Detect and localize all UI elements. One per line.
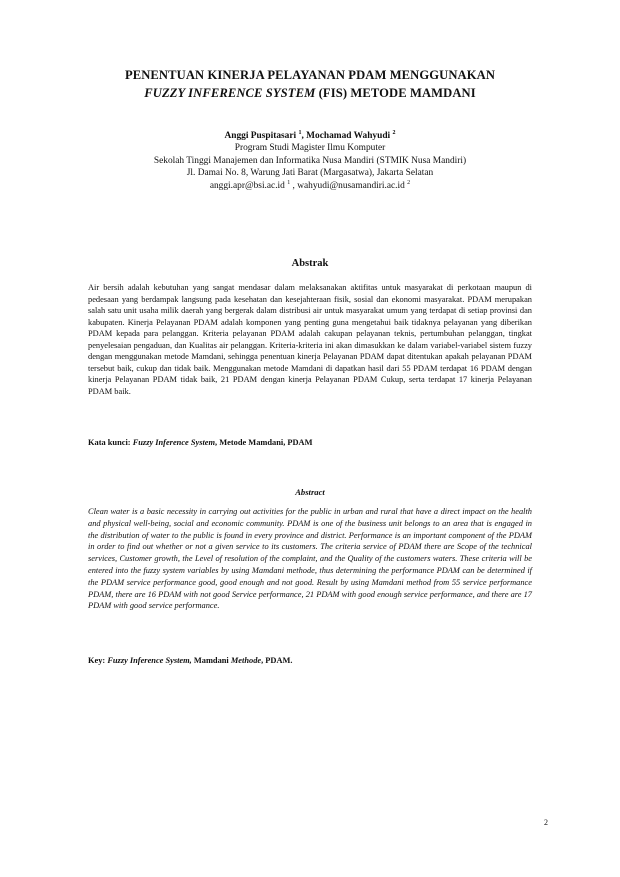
page-number: 2 — [544, 818, 548, 827]
abstract-heading: Abstract — [295, 487, 325, 497]
abstrak-heading: Abstrak — [291, 258, 329, 269]
abstract-body: Clean water is a basic necessity in carrying out activities for the public in urban and rural that have a direct impact on the health and physical well-being, social and economic community. PDAM is one of the business unit belongs to an area that is engaged in the distribution of water to the public is found in every province and district. Performance is an important component of the PDAM in order to find out whether or not a given service to its customers. The criteria service of PDAM there are Scope of the technical services, Customer growth, the Level of resolution of the complaint, and the Quality of the customers waters. These criteria will be entered into the fuzzy system variables by using Mamdani methode, thus determining the performance PDAM can be determined if the PDAM service performance good, good enough and not good. Result by using Mamdani method from 55 service performance PDAM, there are 16 PDAM with not good Service performance, 21 PDAM with good enough service performance, and there are 17 PDAM with good service performance. — [88, 507, 532, 611]
title-rest-part: (FIS) METODE MAMDANI — [315, 86, 476, 100]
email-1-affil: 1 — [287, 179, 291, 186]
keywords-italic: Fuzzy Inference System, — [107, 656, 192, 665]
email-2: wahyudi@nusamandiri.ac.id — [297, 180, 405, 191]
keywords — [88, 655, 532, 666]
keywords-rest: , PDAM. — [261, 656, 293, 665]
title-line-1: PENENTUAN KINERJA PELAYANAN PDAM MENGGUNAKAN — [124, 68, 496, 82]
title-line-2 — [60, 84, 560, 102]
author-2-affil: 2 — [392, 129, 396, 136]
kata-kunci — [88, 437, 532, 448]
author-1-affil: 1 — [298, 129, 302, 136]
kata-kunci-italic: Fuzzy Inference System — [132, 438, 216, 447]
author-separator: , — [301, 131, 307, 141]
email-1: anggi.apr@bsi.ac.id — [209, 180, 285, 191]
keywords-mid: Mamdani — [191, 656, 231, 665]
author-program: Program Studi Magister Ilmu Komputer — [234, 143, 386, 154]
author-emails — [100, 180, 520, 192]
email-2-affil: 2 — [407, 179, 411, 186]
keywords-italic-2: Methode — [230, 656, 262, 665]
abstrak-body: Air bersih adalah kebutuhan yang sangat mendasar dalam melaksanakan aktifitas untuk masyarakat di perkotaan maupun di pedesaan yang berdampak langsung pada kesehatan dan kesejahteraan fisik, sosial dan ekonomi masyarakat. PDAM merupakan salah satu unit usaha milik daerah yang bergerak dalam distribusi air untuk masyarakat umum yang terdapat di setiap provinsi dan kabupaten. Kinerja Pelayanan PDAM adalah komponen yang penting guna mengetahui baik tidaknya pelayanan yang diberikan PDAM kepada para pelanggan. Kriteria pelayanan PDAM adalah cakupan pelayanan teknis, pertumbuhan pelanggan, tingkat penyelesaian pengaduan, dan Kualitas air pelanggan. Kriteria-kriteria ini akan dimasukkan ke dalam variabel-variabel sistem fuzzy dengan menggunakan metode Mamdani, sehingga penentuan kinerja Pelayanan PDAM dapat ditentukan apakah pelayanan PDAM tersebut baik, cukup dan tidak baik. Menggunakan metode Mamdani di dapatkan hasil dari 55 PDAM terdapat 16 PDAM dengan kinerja Pelayanan PDAM tidak baik, 21 PDAM dengan kinerja Pelayanan PDAM Cukup, serta terdapat 17 kinerja Pelayanan PDAM baik. — [88, 283, 532, 396]
keywords-label: Key: — [88, 656, 108, 665]
kata-kunci-label: Kata kunci: — [88, 438, 133, 447]
kata-kunci-rest: , Metode Mamdani, PDAM — [215, 438, 313, 447]
author-block — [100, 130, 520, 192]
author-1: Anggi Puspitasari — [224, 131, 297, 141]
author-names — [100, 130, 520, 142]
author-address: Jl. Damai No. 8, Warung Jati Barat (Margasatwa), Jakarta Selatan — [186, 168, 434, 179]
author-institution: Sekolah Tinggi Manajemen dan Informatika Nusa Mandiri (STMIK Nusa Mandiri) — [153, 155, 467, 166]
title-italic-part: FUZZY INFERENCE SYSTEM — [144, 86, 316, 100]
email-separator: , — [290, 180, 298, 191]
author-2: Mochamad Wahyudi — [306, 131, 391, 141]
paper-title — [60, 66, 560, 102]
